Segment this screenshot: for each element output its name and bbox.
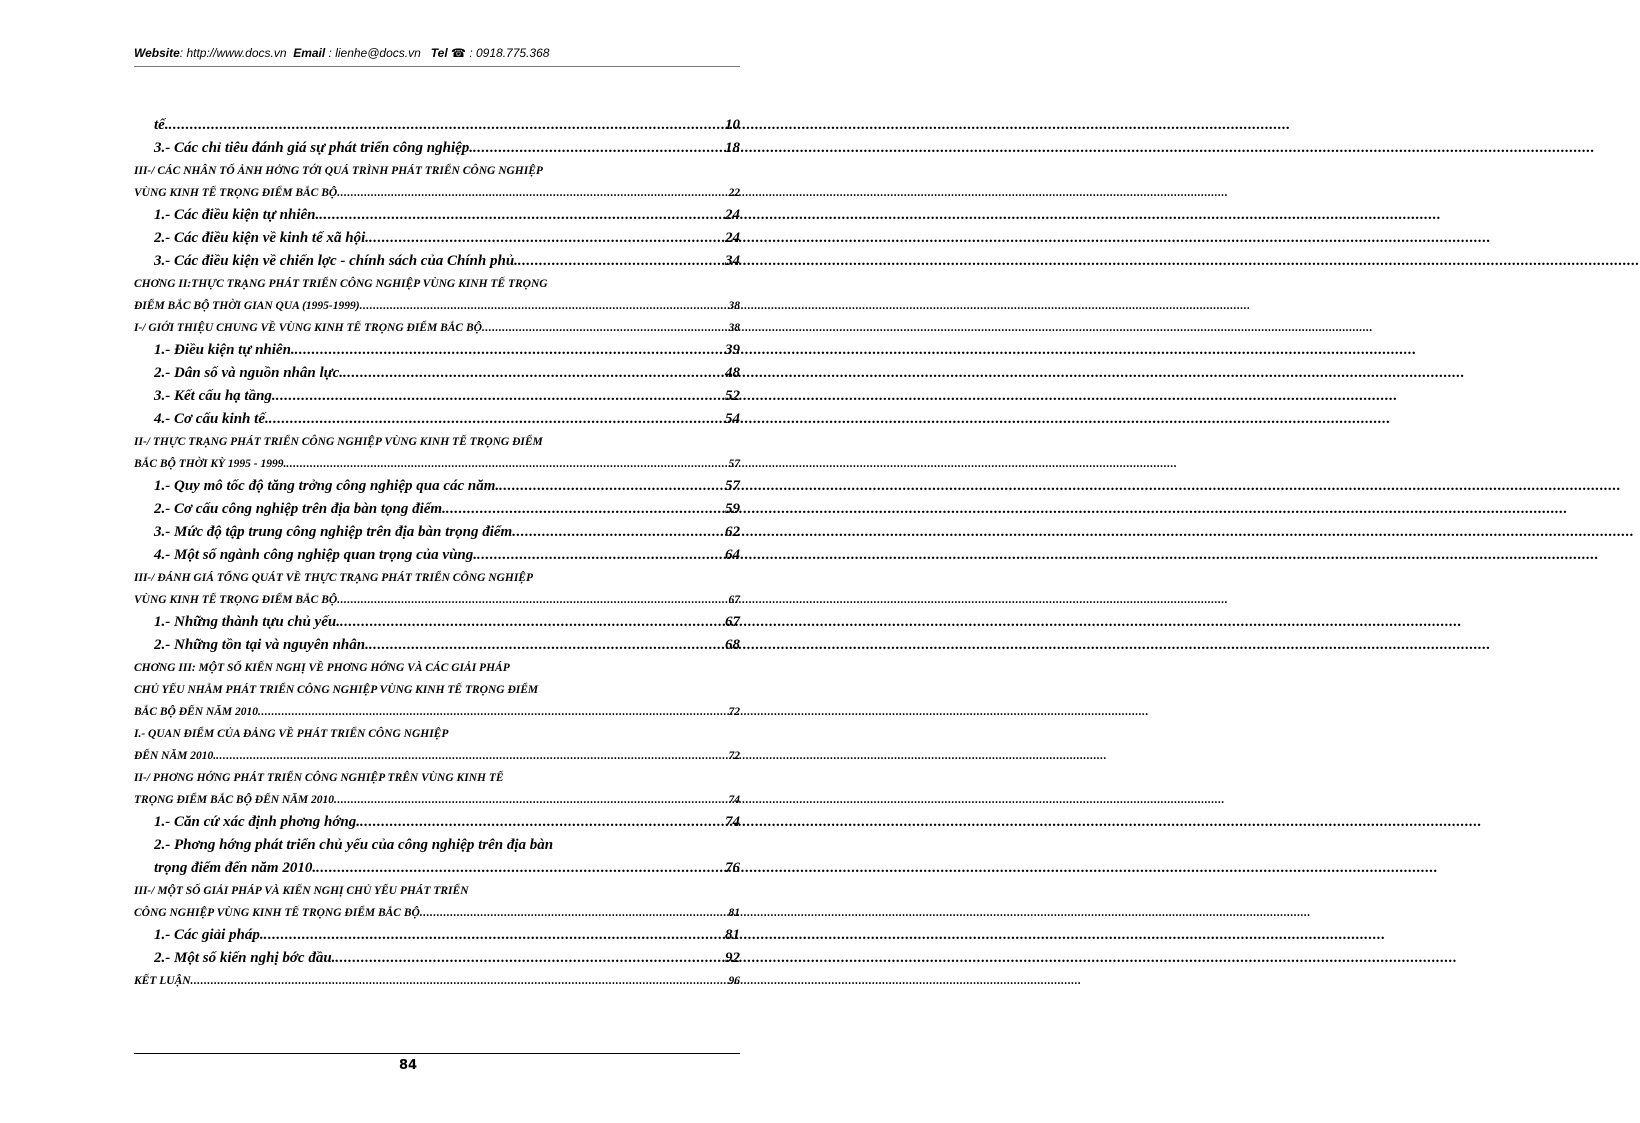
toc-page-number: 96 xyxy=(728,975,740,987)
toc-dot-leader xyxy=(286,453,727,475)
toc-entry[interactable] xyxy=(134,589,740,611)
toc-entry-title: I.- QUAN ĐIỂM CỦA ĐẢNG VỀ PHÁT TRIỂN CÔNG NGHIỆP xyxy=(134,728,449,740)
toc-page-number: 38 xyxy=(728,300,740,312)
toc-entry[interactable] xyxy=(134,611,740,634)
toc-entry-line[interactable] xyxy=(134,834,740,857)
toc-entry-line[interactable] xyxy=(134,431,740,453)
toc-entry[interactable] xyxy=(134,295,740,317)
toc-entry[interactable] xyxy=(134,970,740,992)
toc-entry-title: II-/ THỰC TRẠNG PHÁT TRIỂN CÔNG NGHIỆP VÙNG KINH TẾ TRỌNG ĐIỂM xyxy=(134,436,543,448)
toc-entry[interactable] xyxy=(134,114,740,137)
toc-page-number: 67 xyxy=(728,594,740,606)
toc-page-number: 24 xyxy=(725,230,740,246)
email-value[interactable]: : lienhe@docs.vn xyxy=(325,46,421,60)
toc-entry[interactable] xyxy=(134,745,740,767)
toc-dot-leader xyxy=(276,385,724,408)
toc-entry-title: II-/ PHƠNG HỚNG PHÁT TRIỂN CÔNG NGHIỆP TRÊN VÙNG KINH TẾ xyxy=(134,772,504,784)
toc-page-number: 10 xyxy=(725,117,740,133)
toc-entry[interactable] xyxy=(134,947,740,970)
toc-entry-line[interactable] xyxy=(134,723,740,745)
toc-entry-title: 1.- Điều kiện tự nhiên. xyxy=(154,342,295,358)
toc-dot-leader xyxy=(518,250,724,273)
toc-entry-title: I-/ GIỚI THIỆU CHUNG VỀ VÙNG KINH TẾ TRỌNG ĐIỂM BẮC BỘ xyxy=(134,322,482,334)
toc-entry-title: 3.- Các chỉ tiêu đánh giá sự phát triển công nghiệp. xyxy=(154,140,474,156)
toc-entry-title: BẮC BỘ ĐẾN NĂM 2010 xyxy=(134,706,258,718)
toc-dot-leader xyxy=(446,498,724,521)
toc-dot-leader xyxy=(420,902,728,924)
toc-dot-leader xyxy=(334,789,727,811)
phone-icon: ☎ xyxy=(451,46,466,60)
toc-entry[interactable] xyxy=(134,408,740,431)
toc-dot-leader xyxy=(258,701,728,723)
toc-entry-title: VÙNG KINH TẾ TRỌNG ĐIỂM BẮC BỘ xyxy=(134,594,338,606)
toc-page-number: 74 xyxy=(728,794,740,806)
toc-entry[interactable] xyxy=(134,857,740,880)
toc-page-number: 22 xyxy=(728,187,740,199)
toc-dot-leader xyxy=(343,362,724,385)
toc-dot-leader xyxy=(169,114,724,137)
toc-page-number: 68 xyxy=(725,637,740,653)
toc-entry-title: ĐẾN NĂM 2010. xyxy=(134,750,217,762)
toc-entry-title: 2.- Dân số và nguồn nhân lực. xyxy=(154,365,344,381)
toc-dot-leader xyxy=(191,970,728,992)
toc-dot-leader xyxy=(340,611,724,634)
toc-entry-title: 4.- Một số ngành công nghiệp quan trọng của vùng. xyxy=(154,547,477,563)
toc-entry-title: 3.- Mức độ tập trung công nghiệp trên địa bàn trọng điểm xyxy=(154,524,513,540)
toc-entry[interactable] xyxy=(134,521,740,544)
toc-entry-line[interactable] xyxy=(134,567,740,589)
toc-dot-leader xyxy=(360,811,724,834)
toc-entry-title: 1.- Căn cứ xác định phơng hớng. xyxy=(154,814,360,830)
toc-entry-title: 1.- Những thành tựu chủ yếu. xyxy=(154,614,340,630)
toc-dot-leader xyxy=(269,408,724,431)
toc-dot-leader xyxy=(216,745,727,767)
toc-entry-title: KẾT LUẬN xyxy=(134,975,191,987)
toc-page-number: 67 xyxy=(725,614,740,630)
toc-page-number: 81 xyxy=(725,927,740,943)
toc-dot-leader xyxy=(319,204,724,227)
toc-page-number: 92 xyxy=(725,950,740,966)
toc-entry[interactable] xyxy=(134,789,740,811)
toc-entry-title: 1.- Các giải pháp. xyxy=(154,927,264,943)
toc-entry[interactable] xyxy=(134,924,740,947)
toc-page-number: 54 xyxy=(725,411,740,427)
toc-entry-title: 2.- Cơ cấu công nghiệp trên địa bàn tọng điểm. xyxy=(154,501,446,517)
email-label: Email xyxy=(293,46,326,60)
toc-page-number: 34 xyxy=(725,253,740,269)
page-number: 84 xyxy=(398,1058,418,1073)
toc-entry-title: 2.- Phơng hớng phát triển chủ yếu của công nghiệp trên địa bàn xyxy=(154,837,554,853)
toc-entry-title: 4.- Cơ cấu kinh tế. xyxy=(154,411,269,427)
toc-page-number: 18 xyxy=(725,140,740,156)
toc-entry[interactable] xyxy=(134,204,740,227)
toc-entry[interactable] xyxy=(134,634,740,657)
toc-entry[interactable] xyxy=(134,475,740,498)
toc-entry-title: CHƠNG II:THỰC TRẠNG PHÁT TRIỂN CÔNG NGHIỆP VÙNG KINH TẾ TRỌNG xyxy=(134,278,548,290)
toc-entry-line[interactable] xyxy=(134,160,740,182)
toc-dot-leader xyxy=(264,924,724,947)
tel-value: : 0918.775.368 xyxy=(469,46,550,60)
toc-entry-title: 3.- Các điều kiện về chiến lợc - chính sách của Chính phủ. xyxy=(154,253,518,269)
toc-entry-line[interactable] xyxy=(134,657,740,679)
website-label: Website xyxy=(134,46,180,60)
toc-entry-title: tế. xyxy=(154,117,169,133)
table-of-contents xyxy=(134,114,740,992)
toc-entry-line[interactable] xyxy=(134,880,740,902)
toc-entry[interactable] xyxy=(134,227,740,250)
toc-entry[interactable] xyxy=(134,498,740,521)
toc-dot-leader xyxy=(337,182,727,204)
toc-entry[interactable] xyxy=(134,811,740,834)
page-header xyxy=(134,46,740,60)
toc-entry-title: BẮC BỘ THỜI KỲ 1995 - 1999. xyxy=(134,458,287,470)
toc-entry-title: III-/ ĐÁNH GIÁ TỔNG QUÁT VỀ THỰC TRẠNG PHÁT TRIỂN CÔNG NGHIỆP xyxy=(134,572,533,584)
toc-entry-title: 1.- Các điều kiện tự nhiên. xyxy=(154,207,320,223)
toc-entry-title: VÙNG KINH TẾ TRỌNG ĐIỂM BẮC BỘ xyxy=(134,187,338,199)
toc-entry[interactable] xyxy=(134,137,740,160)
toc-entry-title: 1.- Quy mô tốc độ tăng trởng công nghiệp qua các năm. xyxy=(154,478,500,494)
toc-page-number: 62 xyxy=(725,524,740,540)
toc-entry[interactable] xyxy=(134,701,740,723)
toc-entry[interactable] xyxy=(134,250,740,273)
toc-entry-title: ĐIỂM BẮC BỘ THỜI GIAN QUA (1995-1999) xyxy=(134,300,360,312)
toc-entry-title: 3.- Kết cấu hạ tầng. xyxy=(154,388,276,404)
toc-entry[interactable] xyxy=(134,453,740,475)
toc-dot-leader xyxy=(337,589,727,611)
toc-dot-leader xyxy=(360,295,728,317)
toc-entry-title: trọng điểm đến năm 2010. xyxy=(154,860,317,876)
toc-page-number: 64 xyxy=(725,547,740,563)
toc-page-number: 72 xyxy=(728,706,740,718)
toc-page-number: 48 xyxy=(725,365,740,381)
toc-page-number: 81 xyxy=(728,907,740,919)
toc-page-number: 72 xyxy=(728,750,740,762)
toc-page-number: 57 xyxy=(728,458,740,470)
toc-entry-title: 2.- Những tồn tại và nguyên nhân. xyxy=(154,637,369,653)
toc-entry[interactable] xyxy=(134,902,740,924)
toc-entry[interactable] xyxy=(134,362,740,385)
toc-page-number: 24 xyxy=(725,207,740,223)
website-value[interactable]: : http://www.docs.vn xyxy=(179,46,287,60)
toc-entry-title: TRỌNG ĐIỂM BẮC BỘ ĐẾN NĂM 2010 xyxy=(134,794,335,806)
toc-dot-leader xyxy=(369,227,724,250)
toc-dot-leader xyxy=(477,544,724,567)
toc-page-number: 76 xyxy=(725,860,740,876)
footer-divider xyxy=(134,1053,740,1054)
tel-label: Tel xyxy=(430,46,448,60)
toc-entry-title: III-/ MỘT SỐ GIẢI PHÁP VÀ KIẾN NGHỊ CHỦ YẾU PHÁT TRIỂN xyxy=(134,885,469,897)
toc-page-number: 57 xyxy=(725,478,740,494)
toc-dot-leader xyxy=(295,339,724,362)
toc-entry-title: CHƠNG III: MỘT SỐ KIẾN NGHỊ VỀ PHƠNG HỚNG VÀ CÁC GIẢI PHÁP xyxy=(134,662,510,674)
toc-page-number: 38 xyxy=(728,322,740,334)
toc-dot-leader xyxy=(316,857,724,880)
toc-entry-title: 2.- Các điều kiện về kinh tế xã hội. xyxy=(154,230,369,246)
toc-entry-line[interactable] xyxy=(134,273,740,295)
toc-entry[interactable] xyxy=(134,544,740,567)
toc-entry-line[interactable] xyxy=(134,767,740,789)
toc-page-number: 52 xyxy=(725,388,740,404)
toc-dot-leader xyxy=(512,521,724,544)
toc-dot-leader xyxy=(482,317,728,339)
toc-dot-leader xyxy=(473,137,724,160)
header-divider xyxy=(134,66,740,67)
toc-entry[interactable] xyxy=(134,385,740,408)
toc-entry-line[interactable] xyxy=(134,679,740,701)
toc-page-number: 59 xyxy=(725,501,740,517)
toc-entry-title: CHỦ YẾU NHẰM PHÁT TRIỂN CÔNG NGHIỆP VÙNG KINH TẾ TRỌNG ĐIỂM xyxy=(134,684,539,696)
toc-entry[interactable] xyxy=(134,317,740,339)
toc-entry-title: 2.- Một số kiến nghị bớc đầu. xyxy=(154,950,336,966)
toc-dot-leader xyxy=(369,634,724,657)
toc-page-number: 39 xyxy=(725,342,740,358)
toc-page-number: 74 xyxy=(725,814,740,830)
toc-dot-leader xyxy=(335,947,724,970)
toc-entry[interactable] xyxy=(134,339,740,362)
toc-entry[interactable] xyxy=(134,182,740,204)
toc-dot-leader xyxy=(499,475,724,498)
toc-entry-title: CÔNG NGHIỆP VÙNG KINH TẾ TRỌNG ĐIỂM BẮC BỘ xyxy=(134,907,420,919)
toc-entry-title: III-/ CÁC NHÂN TỐ ẢNH HỞNG TỚI QUÁ TRÌNH PHÁT TRIỂN CÔNG NGHIỆP xyxy=(134,165,543,177)
